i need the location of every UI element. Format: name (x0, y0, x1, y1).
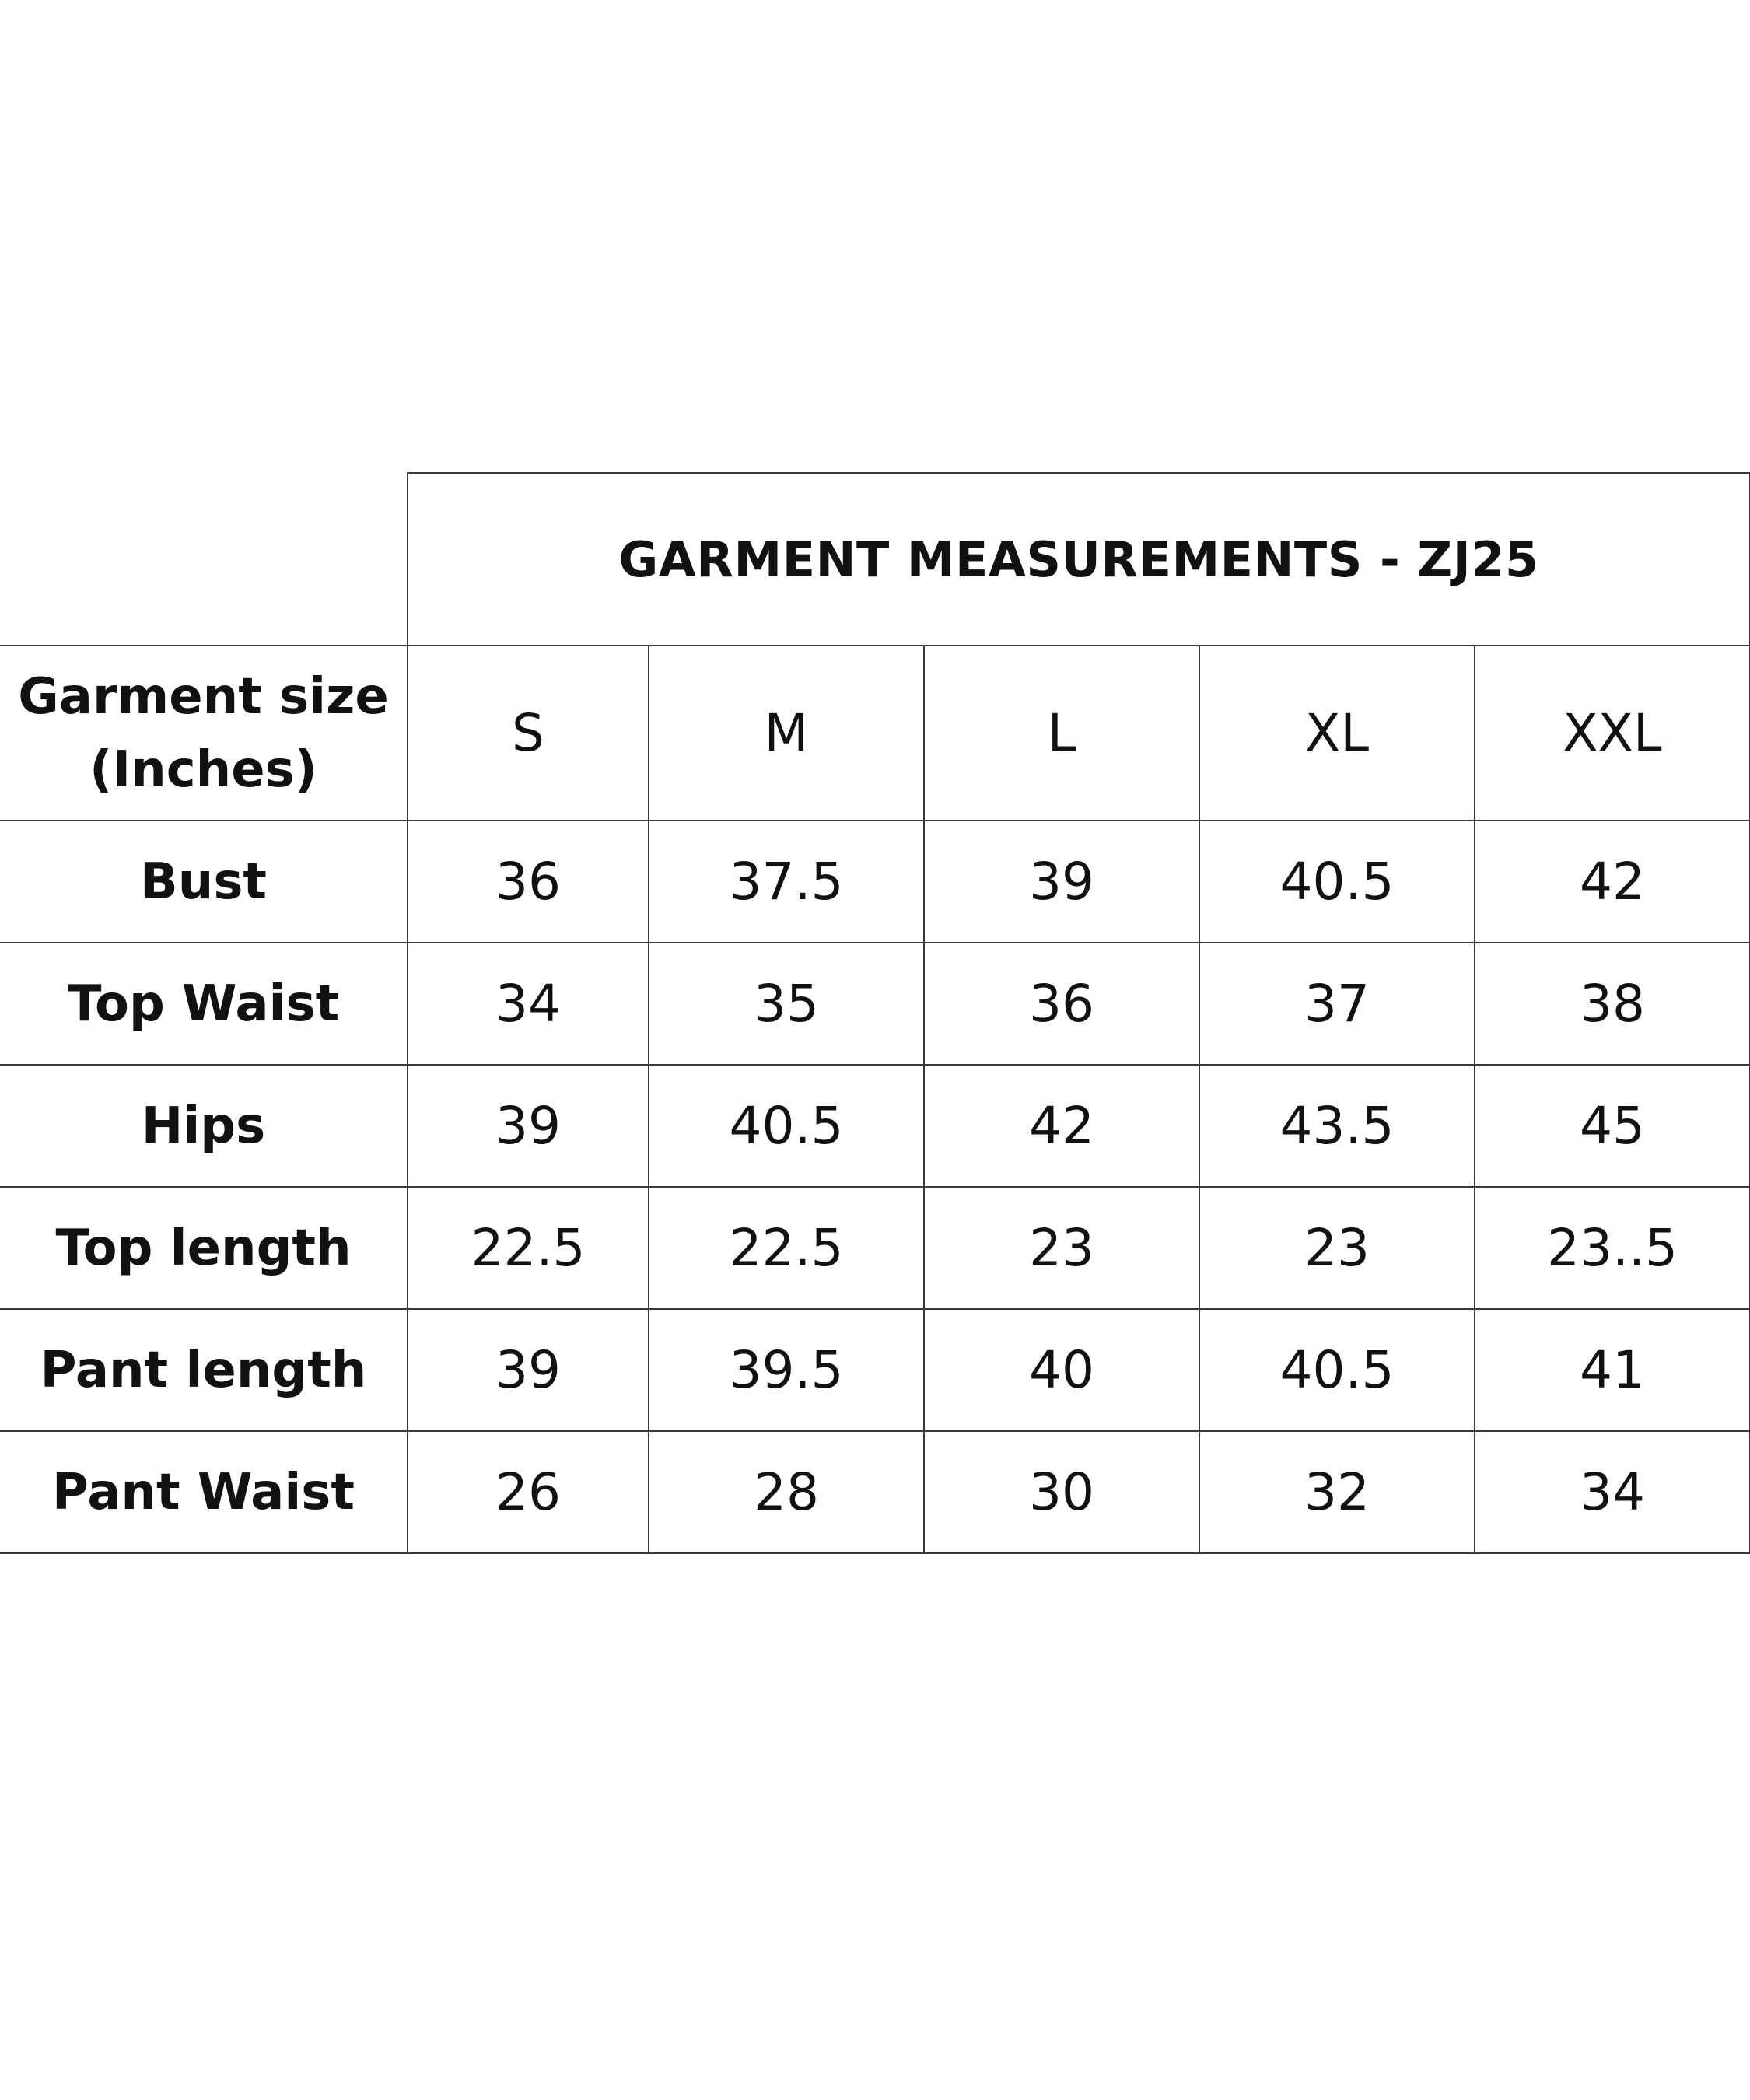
table-row-pant-length (0, 1309, 1750, 1431)
table-row-pant-waist (0, 1431, 1750, 1553)
table-cell: 28 (649, 1431, 924, 1553)
size-header-s: S (408, 646, 649, 821)
table-cell: 23 (1199, 1187, 1475, 1309)
table-cell: 32 (1199, 1431, 1475, 1553)
table-cell: 34 (408, 943, 649, 1065)
table-row-hips (0, 1065, 1750, 1187)
garment-size-label-line1: Garment size (18, 667, 389, 726)
garment-size-label-line2: (Inches) (89, 740, 317, 799)
row-label: Hips (0, 1065, 408, 1187)
table-cell: 39 (924, 821, 1199, 943)
table-cell: 39.5 (649, 1309, 924, 1431)
table-row-top-waist (0, 943, 1750, 1065)
table-cell: 42 (924, 1065, 1199, 1187)
table-cell: 35 (649, 943, 924, 1065)
table-cell: 42 (1475, 821, 1750, 943)
row-label: Bust (0, 821, 408, 943)
size-header-xxl: XXL (1475, 646, 1750, 821)
table-cell: 22.5 (649, 1187, 924, 1309)
table-title: GARMENT MEASUREMENTS - ZJ25 (408, 473, 1750, 646)
size-header-l: L (924, 646, 1199, 821)
table-cell: 45 (1475, 1065, 1750, 1187)
table-cell: 22.5 (408, 1187, 649, 1309)
size-header-row (0, 646, 1750, 821)
table-cell: 37 (1199, 943, 1475, 1065)
garment-size-label (0, 646, 408, 821)
table-cell: 40.5 (1199, 821, 1475, 943)
row-label: Pant length (0, 1309, 408, 1431)
table-row-bust (0, 821, 1750, 943)
table-cell: 39 (408, 1309, 649, 1431)
table-row-top-length (0, 1187, 1750, 1309)
row-label: Pant Waist (0, 1431, 408, 1553)
table-cell: 38 (1475, 943, 1750, 1065)
empty-corner-cell (0, 473, 408, 646)
size-header-xl: XL (1199, 646, 1475, 821)
table-cell: 30 (924, 1431, 1199, 1553)
table-cell: 26 (408, 1431, 649, 1553)
table-cell: 40.5 (649, 1065, 924, 1187)
table-cell: 37.5 (649, 821, 924, 943)
table-cell: 36 (924, 943, 1199, 1065)
size-header-m: M (649, 646, 924, 821)
table-cell: 36 (408, 821, 649, 943)
table-cell: 40.5 (1199, 1309, 1475, 1431)
row-label: Top Waist (0, 943, 408, 1065)
table-cell: 40 (924, 1309, 1199, 1431)
table-cell: 43.5 (1199, 1065, 1475, 1187)
table-cell: 41 (1475, 1309, 1750, 1431)
table-cell: 23..5 (1475, 1187, 1750, 1309)
table-cell: 34 (1475, 1431, 1750, 1553)
table-cell: 39 (408, 1065, 649, 1187)
title-row (0, 473, 1750, 646)
garment-measurement-table (0, 472, 1750, 1554)
table-cell: 23 (924, 1187, 1199, 1309)
row-label: Top length (0, 1187, 408, 1309)
